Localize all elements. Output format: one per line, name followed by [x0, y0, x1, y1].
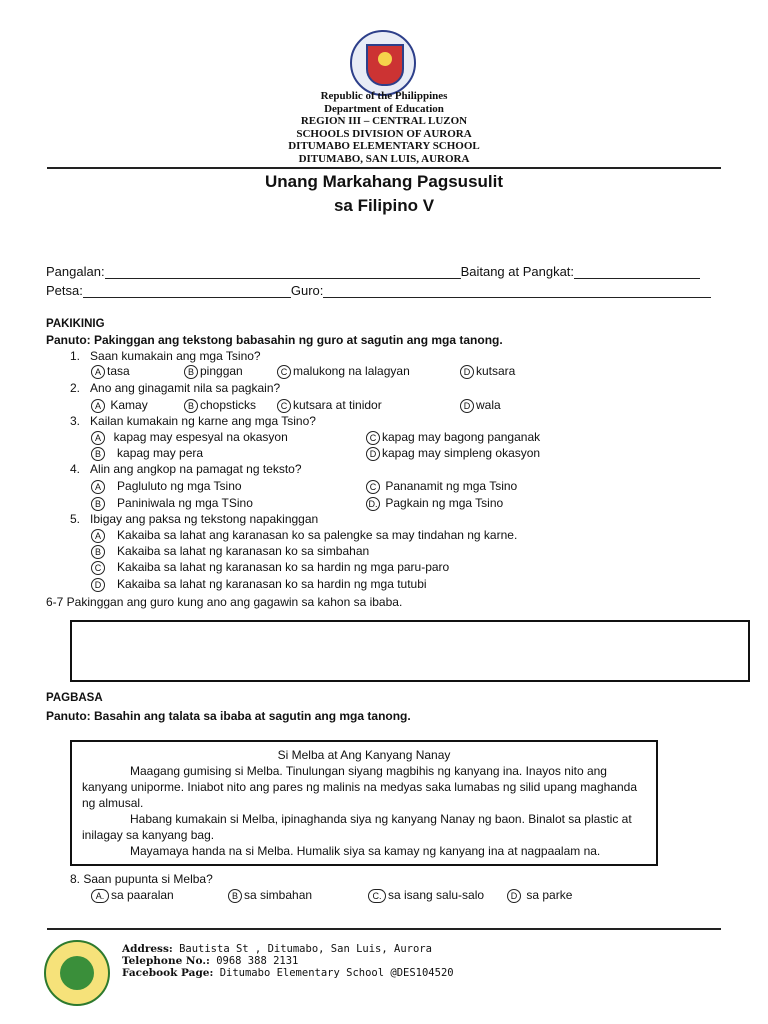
footer-address: Address: Bautista St , Ditumabo, San Luis, Aurora — [122, 943, 432, 955]
story-title: Si Melba at Ang Kanyang Nanay — [277, 748, 451, 762]
question-2 — [70, 381, 280, 395]
choice-circle: A — [91, 529, 105, 543]
option-text: Kakaiba sa lahat ng karanasan ko sa hardin ng mga tutubi — [117, 577, 427, 591]
choice-circle: A — [91, 480, 105, 494]
q1-option-b[interactable] — [184, 364, 243, 379]
option-text: kapag may pera — [117, 446, 204, 460]
name-row — [46, 264, 700, 279]
q5-option-b[interactable] — [91, 544, 369, 559]
choice-circle: B — [91, 447, 105, 461]
choice-circle: C — [366, 431, 380, 445]
option-text: Kamay — [110, 398, 148, 412]
name-field[interactable] — [105, 266, 461, 279]
date-label: Petsa: — [46, 283, 83, 298]
option-text: kapag may espesyal na okasyon — [113, 430, 288, 444]
header-line-6: DITUMABO, SAN LUIS, AURORA — [298, 152, 470, 165]
q5-option-a[interactable] — [91, 528, 517, 543]
q8-option-a[interactable] — [91, 888, 174, 903]
q3-option-b[interactable] — [91, 446, 203, 461]
q5-text: Ibigay ang paksa ng tekstong napakinggan — [90, 512, 319, 526]
choice-circle: D — [507, 889, 521, 903]
choice-circle: A — [91, 399, 105, 413]
footer-info — [122, 943, 454, 979]
choice-circle: A. — [91, 889, 109, 903]
option-text: pinggan — [200, 364, 243, 378]
story-box — [70, 740, 658, 866]
reading-instruction: Panuto: Basahin ang talata sa ibaba at sagutin ang mga tanong. — [46, 709, 411, 723]
choice-circle: B — [184, 399, 198, 413]
choice-circle: C — [277, 365, 291, 379]
question-4 — [70, 462, 302, 476]
q8-option-c[interactable] — [368, 888, 484, 903]
choice-circle: C — [91, 561, 105, 575]
exam-title: Unang Markahang Pagsusulit — [264, 172, 504, 191]
option-text: chopsticks — [200, 398, 257, 412]
option-text: kapag may bagong panganak — [382, 430, 541, 444]
option-text: sa parke — [526, 888, 573, 902]
choice-circle: D — [91, 578, 105, 592]
q1-option-c[interactable] — [277, 364, 410, 379]
q2-option-b[interactable] — [184, 398, 256, 413]
q2-option-c[interactable] — [277, 398, 382, 413]
footer-phone: Telephone No.: 0968 388 2131 — [122, 955, 299, 967]
option-text: Kakaiba sa lahat ng karanasan ko sa hardin ng mga paru-paro — [117, 560, 450, 574]
option-text: Kakaiba sa lahat ng karanasan ko sa simbahan — [117, 544, 370, 558]
choice-circle: A — [91, 365, 105, 379]
option-text: sa isang salu-salo — [388, 888, 485, 902]
q3-text: Kailan kumakain ng karne ang mga Tsino? — [90, 414, 316, 428]
answer-box[interactable] — [70, 620, 750, 682]
choice-circle: B — [228, 889, 242, 903]
choice-circle: C — [366, 480, 380, 494]
option-text: Paniniwala ng mga TSino — [117, 496, 253, 510]
footer-divider — [47, 928, 721, 930]
q5-option-d[interactable] — [91, 577, 427, 592]
option-text: kutsara — [476, 364, 516, 378]
choice-circle: B — [184, 365, 198, 379]
header-divider — [47, 167, 721, 169]
choice-circle: C. — [368, 889, 386, 903]
q3-option-a[interactable] — [91, 430, 288, 445]
option-text: tasa — [107, 364, 130, 378]
option-text: Pananamit ng mga Tsino — [385, 479, 518, 493]
date-row — [46, 283, 711, 298]
header-line-3: REGION III – CENTRAL LUZON — [300, 115, 468, 127]
q2-text: Ano ang ginagamit nila sa pagkain? — [90, 381, 281, 395]
header-line-2: Department of Education — [324, 102, 444, 115]
option-text: sa simbahan — [244, 888, 313, 902]
footer-facebook: Facebook Page: Ditumabo Elementary School @DES104520 — [122, 967, 454, 979]
date-field[interactable] — [83, 285, 291, 298]
question-3 — [70, 414, 316, 428]
q4-text: Alin ang angkop na pamagat ng teksto? — [90, 462, 302, 476]
q1-text: Saan kumakain ang mga Tsino? — [90, 349, 261, 363]
question-5 — [70, 512, 318, 526]
choice-circle: D — [460, 365, 474, 379]
q2-option-d[interactable] — [460, 398, 501, 413]
q3-number: 3. — [70, 414, 81, 428]
name-label: Pangalan: — [46, 264, 105, 279]
deped-seal-logo — [350, 30, 416, 96]
grade-label: Baitang at Pangkat: — [460, 264, 575, 279]
option-text: kutsara at tinidor — [293, 398, 382, 412]
story-paragraph-3: Mayamaya handa na si Melba. Humalik siya sa kamay ng kanyang ina at nagpaalam na. — [130, 844, 601, 858]
choice-circle: B — [91, 545, 105, 559]
q2-number: 2. — [70, 381, 81, 395]
choice-circle: C — [277, 399, 291, 413]
listening-instruction: Panuto: Pakinggan ang tekstong babasahin ng guro at sagutin ang mga tanong. — [46, 333, 503, 347]
exam-subtitle: sa Filipino V — [333, 196, 435, 215]
story-paragraph-2: Habang kumakain si Melba, ipinaghanda siya ng kanyang Nanay ng baon. Binalot sa plastic at inilagay sa kanyang bag. — [82, 812, 632, 842]
option-text: malukong na lalagyan — [293, 364, 410, 378]
question-8: 8. Saan pupunta si Melba? — [70, 872, 213, 886]
reading-heading: PAGBASA — [46, 692, 103, 704]
choice-circle: A — [91, 431, 105, 445]
option-text: Pagkain ng mga Tsino — [385, 496, 504, 510]
grade-field[interactable] — [574, 266, 700, 279]
option-text: kapag may simpleng okasyon — [382, 446, 541, 460]
q4-number: 4. — [70, 462, 81, 476]
header-line-5: DITUMABO ELEMENTARY SCHOOL — [288, 140, 480, 152]
school-logo — [44, 940, 110, 1006]
q2-option-a[interactable] — [91, 398, 148, 413]
question-1 — [70, 349, 261, 363]
choice-circle: B — [91, 497, 105, 511]
teacher-field[interactable] — [323, 285, 711, 298]
choice-circle: D — [366, 447, 380, 461]
q5-number: 5. — [70, 512, 81, 526]
q5-option-c[interactable] — [91, 560, 449, 575]
letterhead — [0, 90, 768, 165]
option-text: Pagluluto ng mga Tsino — [117, 479, 242, 493]
teacher-label: Guro: — [290, 283, 324, 298]
listening-heading: PAKIKINIG — [46, 318, 105, 330]
q1-option-d[interactable] — [460, 364, 515, 379]
q4-option-b[interactable] — [91, 496, 253, 511]
q3-option-c[interactable] — [366, 430, 540, 445]
choice-circle: D — [460, 399, 474, 413]
q3-option-d[interactable] — [366, 446, 540, 461]
q1-option-a[interactable] — [91, 364, 130, 379]
q8-option-d[interactable] — [507, 888, 572, 903]
question-6-7: 6-7 Pakinggan ang guro kung ano ang gagawin sa kahon sa ibaba. — [46, 595, 403, 609]
header-line-4: SCHOOLS DIVISION OF AURORA — [296, 127, 472, 140]
q4-option-c[interactable] — [366, 479, 517, 494]
option-text: Kakaiba sa lahat ang karanasan ko sa palengke sa may tindahan ng karne. — [117, 528, 518, 542]
q8-option-b[interactable] — [228, 888, 312, 903]
choice-circle: D. — [366, 497, 380, 511]
option-text: wala — [476, 398, 501, 412]
q1-number: 1. — [70, 349, 81, 363]
q4-option-d[interactable] — [366, 496, 503, 511]
q4-option-a[interactable] — [91, 479, 242, 494]
option-text: sa paaralan — [111, 888, 174, 902]
header-line-1: Republic of the Philippines — [320, 90, 448, 102]
story-paragraph-1: Maagang gumising si Melba. Tinulungan siyang magbihis ng kanyang ina. Inayos nito ang kanyang uniporme. Iniabot nito ang pares ng malinis na medyas saka lumabas ng silid upang maghanda ng almusal. — [82, 764, 638, 810]
